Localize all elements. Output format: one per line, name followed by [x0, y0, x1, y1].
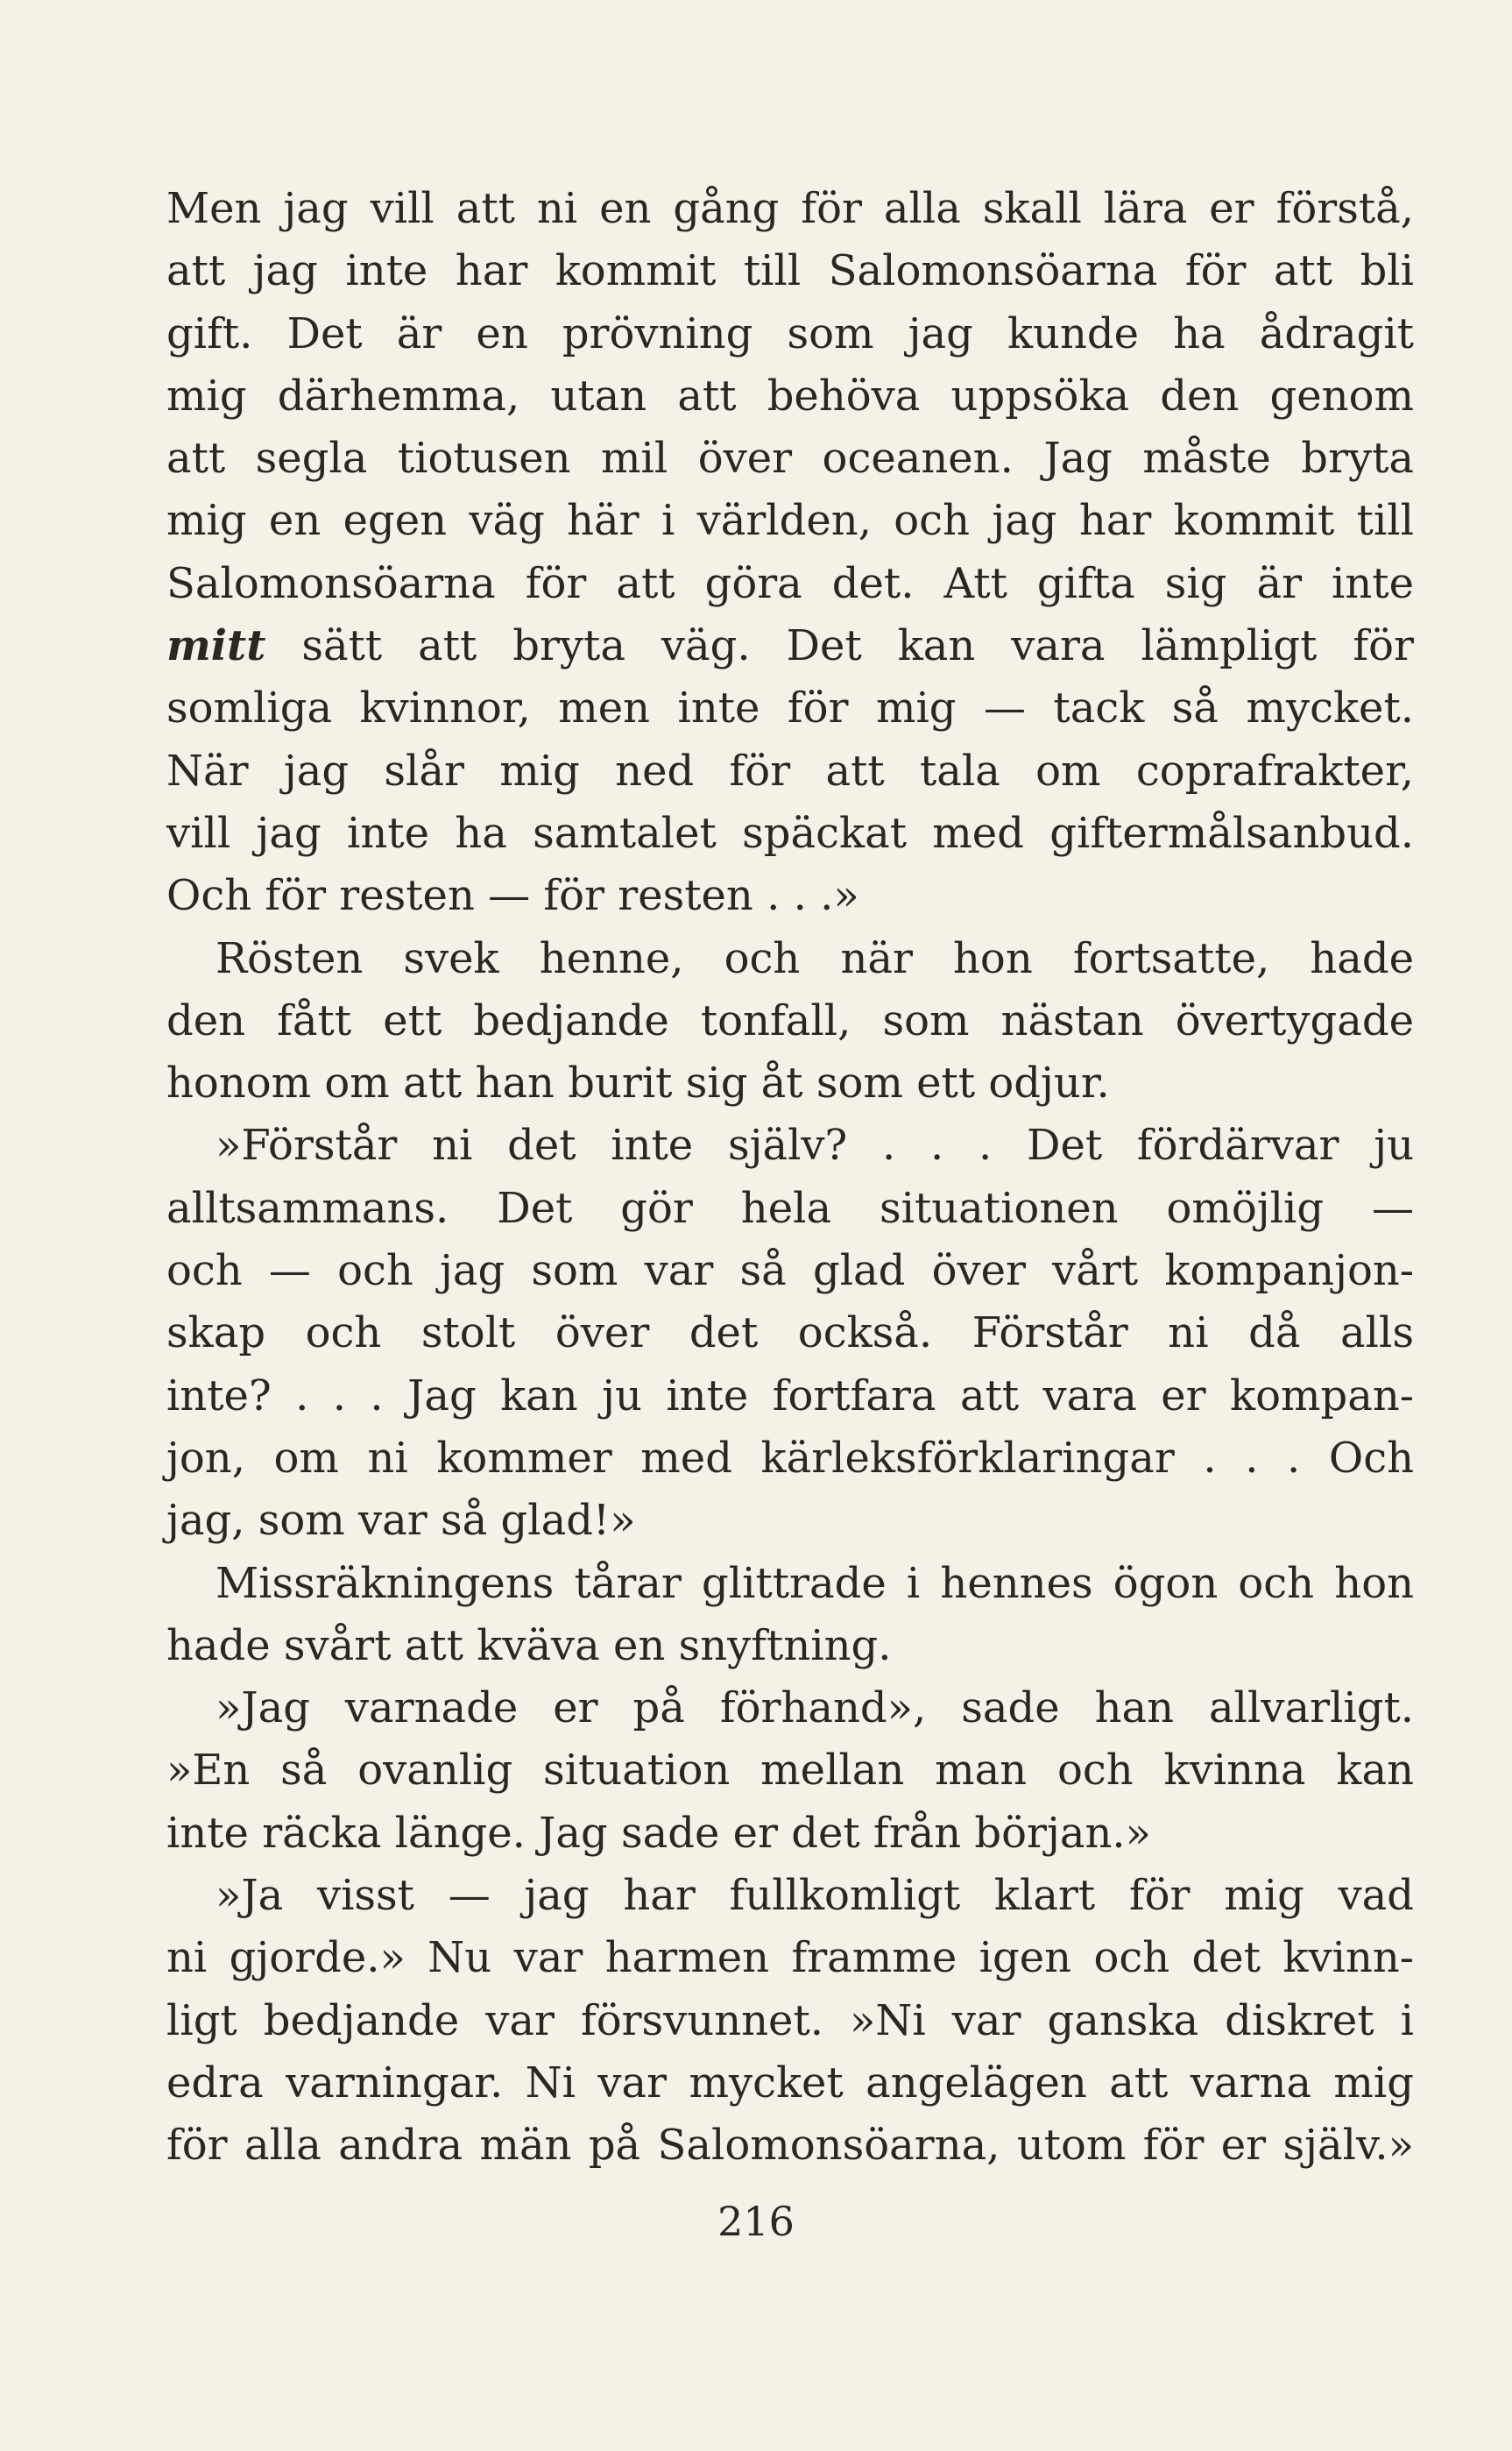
text-line: jag, som var så glad!»	[166, 1496, 636, 1546]
text-line: alltsammans. Det gör hela situationen omöjlig —	[166, 1183, 1414, 1233]
text-line: ni gjorde.» Nu var harmen framme igen och det kvinn-	[166, 1933, 1414, 1983]
text-line: skap och stolt över det också. Förstår ni då alls	[166, 1308, 1414, 1358]
body-text	[166, 178, 1414, 2178]
text-line: mig en egen väg här i världen, och jag har kommit till	[166, 496, 1414, 546]
text-line: för alla andra män på Salomonsöarna, utom för er själv.»	[166, 2121, 1414, 2171]
text-line: När jag slår mig ned för att tala om coprafrakter,	[166, 746, 1414, 796]
page-number: 216	[717, 2198, 795, 2245]
text-line-rest: sätt att bryta väg. Det kan vara lämpligt för	[301, 621, 1414, 671]
text-line-with-emphasis	[166, 615, 1414, 677]
text-line: Och för resten — för resten . . .»	[166, 871, 859, 921]
text-line: inte räcka länge. Jag sade er det från början.»	[166, 1808, 1152, 1858]
text-line: »En så ovanlig situation mellan man och kvinna kan	[166, 1746, 1414, 1796]
text-line: Rösten svek henne, och när hon fortsatte, hade	[215, 933, 1414, 983]
text-line: jon, om ni kommer med kärleksförklaringar . . . Och	[166, 1433, 1414, 1483]
text-line: den fått ett bedjande tonfall, som nästan övertygade	[166, 995, 1414, 1045]
text-line: »Förstår ni det inte själv? . . . Det fördärvar ju	[215, 1121, 1414, 1171]
text-line: att segla tiotusen mil över oceanen. Jag måste bryta	[166, 434, 1414, 484]
text-line: att jag inte har kommit till Salomonsöarna för att bli	[166, 246, 1414, 296]
text-line: mig därhemma, utan att behöva uppsöka den genom	[166, 371, 1414, 421]
text-line: vill jag inte ha samtalet späckat med giftermålsanbud.	[166, 808, 1414, 858]
text-line: honom om att han burit sig åt som ett odjur.	[166, 1059, 1110, 1109]
text-line: Missräkningens tårar glittrade i hennes ögon och hon	[215, 1558, 1414, 1608]
text-line: Salomonsöarna för att göra det. Att gifta sig är inte	[166, 558, 1414, 608]
text-line: hade svårt att kväva en snyftning.	[166, 1620, 892, 1670]
text-line: och — och jag som var så glad över vårt kompanjon-	[166, 1246, 1414, 1296]
text-line: gift. Det är en prövning som jag kunde ha ådragit	[166, 308, 1414, 358]
text-line: »Ja visst — jag har fullkomligt klart för mig vad	[215, 1871, 1414, 1921]
emphasis-word: mitt	[166, 621, 266, 671]
text-line: inte? . . . Jag kan ju inte fortfara att vara er kompan-	[166, 1371, 1414, 1420]
text-line: Men jag vill att ni en gång för alla skall lära er förstå,	[166, 184, 1414, 233]
text-line: »Jag varnade er på förhand», sade han allvarligt.	[215, 1683, 1414, 1733]
text-line: edra varningar. Ni var mycket angelägen att varna mig	[166, 2058, 1414, 2107]
text-line: somliga kvinnor, men inte för mig — tack så mycket.	[166, 684, 1414, 733]
text-line: ligt bedjande var försvunnet. »Ni var ganska diskret i	[166, 1995, 1414, 2045]
